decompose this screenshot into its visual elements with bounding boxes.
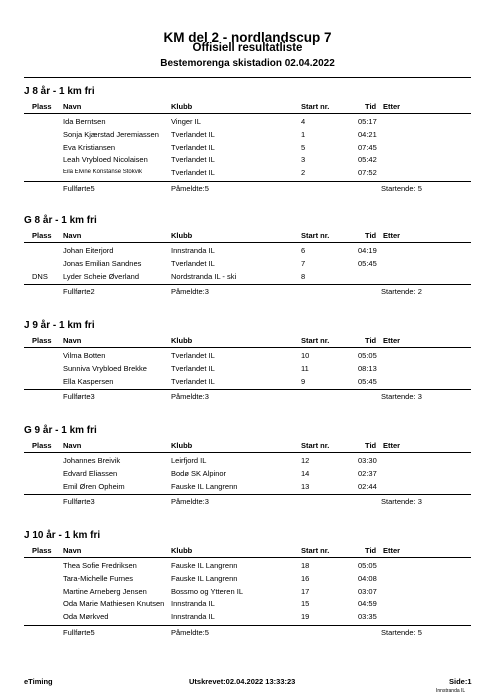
table-row <box>24 573 471 585</box>
row-navn: Edvard Eliassen <box>63 468 118 478</box>
summary-rule <box>24 389 471 390</box>
row-start: 6 <box>301 246 306 255</box>
table-row <box>24 560 471 572</box>
startende-count: 3 <box>417 392 422 402</box>
row-navn: Oda Mørkved <box>63 612 109 622</box>
row-navn: Leah Vrybloed Nicolaisen <box>63 155 148 165</box>
col-start-header: Start nr. <box>301 231 330 240</box>
table-row <box>24 468 471 480</box>
pameldte-summary <box>171 287 209 296</box>
fullforte-label: Fullførte <box>63 497 91 507</box>
header-rule <box>24 113 471 114</box>
class-title: J 9 år - 1 km fri <box>24 320 95 331</box>
row-navn: Oda Marie Mathiesen Knutsen <box>63 599 165 609</box>
table-row <box>24 154 471 166</box>
fullforte-summary <box>63 497 95 506</box>
table-row <box>24 245 471 257</box>
row-start: 16 <box>301 573 310 583</box>
table-row <box>24 455 471 467</box>
row-klubb: Tverlandet IL <box>171 351 215 360</box>
pameldte-count: 3 <box>204 287 209 297</box>
startende-count: 2 <box>417 287 422 297</box>
row-start: 15 <box>301 599 310 609</box>
row-klubb: Bossmo og Ytteren IL <box>171 586 243 596</box>
section-summary <box>24 496 471 508</box>
class-title: G 9 år - 1 km fri <box>24 425 97 436</box>
table-row <box>24 481 471 493</box>
col-etter-header: Etter <box>383 102 401 111</box>
row-tid: 03:07 <box>358 586 377 596</box>
col-plass-header: Plass <box>32 231 52 240</box>
fullforte-label: Fullførte <box>63 287 91 297</box>
row-navn: Vilma Botten <box>63 351 106 360</box>
row-navn: Martine Arneberg Jensen <box>63 586 147 596</box>
col-navn-header: Navn <box>63 231 82 240</box>
startende-count: 3 <box>417 497 422 507</box>
row-tid: 08:13 <box>358 363 377 373</box>
fullforte-count: 3 <box>90 497 95 507</box>
pameldte-label: Påmeldte: <box>171 497 205 507</box>
footer-brand: eTiming <box>24 677 53 686</box>
fullforte-count: 2 <box>90 287 95 297</box>
fullforte-count: 3 <box>90 392 95 402</box>
col-plass-header: Plass <box>32 336 52 345</box>
class-title: G 8 år - 1 km fri <box>24 215 97 226</box>
col-etter-header: Etter <box>383 336 401 345</box>
section-summary <box>24 286 471 298</box>
col-klubb-header: Klubb <box>171 231 193 240</box>
row-start: 12 <box>301 456 310 465</box>
col-plass-header: Plass <box>32 546 52 555</box>
row-navn: Tara-Michelle Furnes <box>63 573 134 583</box>
column-header <box>24 101 471 113</box>
row-start: 18 <box>301 561 310 570</box>
row-klubb: Fauske IL Langrenn <box>171 573 238 583</box>
row-navn: Eila Elvine Konstanse Stokvik <box>63 169 143 176</box>
row-start: 11 <box>301 363 309 373</box>
row-navn: Ella Kaspersen <box>63 376 114 386</box>
header-rule <box>24 452 471 453</box>
row-start: 13 <box>301 481 310 491</box>
row-klubb: Tverlandet IL <box>171 168 215 178</box>
header-divider <box>24 77 471 78</box>
startende-count: 5 <box>417 628 422 637</box>
class-title: J 8 år - 1 km fri <box>24 86 95 97</box>
row-start: 2 <box>301 168 306 178</box>
fullforte-count: 5 <box>90 628 95 637</box>
row-klubb: Nordstranda IL - ski <box>171 271 237 281</box>
row-navn: Ida Berntsen <box>63 117 106 126</box>
pameldte-label: Påmeldte: <box>171 628 205 637</box>
table-row <box>24 363 471 375</box>
row-tid: 05:45 <box>358 258 377 268</box>
row-start: 5 <box>301 142 306 152</box>
table-row <box>24 350 471 362</box>
table-row <box>24 142 471 154</box>
row-navn: Sonja Kjærstad Jeremiassen <box>63 129 159 139</box>
summary-rule <box>24 284 471 285</box>
row-klubb: Tverlandet IL <box>171 129 215 139</box>
footer-printed: Utskrevet:02.04.2022 13:33:23 <box>189 677 296 686</box>
col-tid-header: Tid <box>365 546 377 555</box>
fullforte-label: Fullførte <box>63 628 91 637</box>
pameldte-label: Påmeldte: <box>171 392 205 402</box>
page-subtitle: Offisiell resultatliste <box>192 42 303 54</box>
pameldte-count: 5 <box>204 628 209 637</box>
row-tid: 07:52 <box>358 168 377 178</box>
row-tid: 03:30 <box>358 456 377 465</box>
col-tid-header: Tid <box>365 231 377 240</box>
row-klubb: Fauske IL Langrenn <box>171 561 238 570</box>
footer-page: Side:1 <box>449 677 472 686</box>
row-start: 10 <box>301 351 310 360</box>
pameldte-summary <box>171 497 209 506</box>
section-summary <box>24 183 471 195</box>
fullforte-summary <box>63 184 95 193</box>
fullforte-label: Fullførte <box>63 392 91 402</box>
row-tid: 05:45 <box>358 376 377 386</box>
startende-summary <box>381 392 422 401</box>
page-title: KM del 2 - nordlandscup 7 <box>163 30 332 45</box>
startende-summary <box>381 497 422 506</box>
fullforte-count: 5 <box>90 184 95 193</box>
col-start-header: Start nr. <box>301 102 330 111</box>
row-start: 1 <box>301 129 306 139</box>
col-navn-header: Navn <box>63 546 82 555</box>
startende-label: Startende: <box>381 497 416 507</box>
row-tid: 02:44 <box>358 481 377 491</box>
col-tid-header: Tid <box>365 336 377 345</box>
col-etter-header: Etter <box>383 441 401 450</box>
startende-label: Startende: <box>381 628 416 637</box>
row-klubb: Fauske IL Langrenn <box>171 481 238 491</box>
row-klubb: Tverlandet IL <box>171 363 215 373</box>
pameldte-summary <box>171 184 209 193</box>
col-start-header: Start nr. <box>301 336 330 345</box>
row-tid: 03:35 <box>358 612 377 622</box>
summary-rule <box>24 494 471 495</box>
row-klubb: Innstranda IL <box>171 612 215 622</box>
table-row <box>24 167 471 179</box>
row-start: 4 <box>301 117 306 126</box>
col-etter-header: Etter <box>383 231 401 240</box>
row-tid: 04:08 <box>358 573 377 583</box>
row-klubb: Innstranda IL <box>171 246 215 255</box>
col-klubb-header: Klubb <box>171 546 193 555</box>
row-navn: Johannes Breivik <box>63 456 121 465</box>
col-navn-header: Navn <box>63 102 82 111</box>
class-title: J 10 år - 1 km fri <box>24 530 101 541</box>
header-rule <box>24 347 471 348</box>
footer-organizer: Innstranda IL <box>436 688 466 694</box>
startende-summary <box>381 184 422 193</box>
row-navn: Eva Kristiansen <box>63 142 116 152</box>
row-tid: 07:45 <box>358 142 377 152</box>
startende-label: Startende: <box>381 287 416 297</box>
row-tid: 04:59 <box>358 599 377 609</box>
column-header <box>24 335 471 347</box>
fullforte-summary <box>63 392 95 401</box>
col-navn-header: Navn <box>63 336 82 345</box>
startende-label: Startende: <box>381 184 416 193</box>
table-row <box>24 611 471 623</box>
col-klubb-header: Klubb <box>171 441 193 450</box>
row-navn: Johan Eiterjord <box>63 246 114 255</box>
header-rule <box>24 242 471 243</box>
table-row <box>24 116 471 128</box>
row-start: 7 <box>301 258 306 268</box>
row-klubb: Vinger IL <box>171 117 201 126</box>
summary-rule <box>24 625 471 626</box>
pameldte-label: Påmeldte: <box>171 287 205 297</box>
col-plass-header: Plass <box>32 102 52 111</box>
row-tid: 05:17 <box>358 117 377 126</box>
col-tid-header: Tid <box>365 102 377 111</box>
startende-summary <box>381 287 422 296</box>
table-row <box>24 586 471 598</box>
row-navn: Thea Sofie Fredriksen <box>63 561 137 570</box>
startende-count: 5 <box>417 184 422 193</box>
startende-label: Startende: <box>381 392 416 402</box>
col-plass-header: Plass <box>32 441 52 450</box>
row-start: 3 <box>301 155 306 165</box>
row-klubb: Tverlandet IL <box>171 142 215 152</box>
col-start-header: Start nr. <box>301 441 330 450</box>
pameldte-count: 3 <box>204 392 209 402</box>
pameldte-summary <box>171 628 209 637</box>
row-navn: Sunniva Vrybloed Brekke <box>63 363 147 373</box>
table-row <box>24 598 471 610</box>
col-navn-header: Navn <box>63 441 82 450</box>
row-tid: 05:05 <box>358 351 377 360</box>
table-row <box>24 271 471 283</box>
fullforte-label: Fullførte <box>63 184 91 193</box>
row-start: 14 <box>301 468 310 478</box>
col-start-header: Start nr. <box>301 546 330 555</box>
column-header <box>24 230 471 242</box>
section-summary <box>24 391 471 403</box>
row-klubb: Tverlandet IL <box>171 258 215 268</box>
row-navn: Jonas Emilian Sandnes <box>63 258 142 268</box>
row-klubb: Leirfjord IL <box>171 456 207 465</box>
fullforte-summary <box>63 628 95 637</box>
column-header <box>24 545 471 557</box>
row-klubb: Tverlandet IL <box>171 376 215 386</box>
row-tid: 04:19 <box>358 246 377 255</box>
col-klubb-header: Klubb <box>171 336 193 345</box>
table-row <box>24 258 471 270</box>
row-klubb: Bodø SK Alpinor <box>171 468 227 478</box>
table-row <box>24 376 471 388</box>
table-row <box>24 129 471 141</box>
row-klubb: Innstranda IL <box>171 599 215 609</box>
row-tid: 02:37 <box>358 468 377 478</box>
section-summary <box>24 627 471 639</box>
venue-date: Bestemorenga skistadion 02.04.2022 <box>160 58 335 69</box>
pameldte-label: Påmeldte: <box>171 184 205 193</box>
row-tid: 04:21 <box>358 129 377 139</box>
header-rule <box>24 557 471 558</box>
pameldte-count: 3 <box>204 497 209 507</box>
row-plass: DNS <box>32 271 48 281</box>
fullforte-summary <box>63 287 95 296</box>
summary-rule <box>24 181 471 182</box>
row-klubb: Tverlandet IL <box>171 155 215 165</box>
row-start: 9 <box>301 376 306 386</box>
row-tid: 05:42 <box>358 155 377 165</box>
row-tid: 05:05 <box>358 561 377 570</box>
col-tid-header: Tid <box>365 441 377 450</box>
startende-summary <box>381 628 422 637</box>
pameldte-count: 5 <box>204 184 209 193</box>
col-klubb-header: Klubb <box>171 102 193 111</box>
pameldte-summary <box>171 392 209 401</box>
row-start: 8 <box>301 271 306 281</box>
column-header <box>24 440 471 452</box>
row-start: 17 <box>301 586 310 596</box>
row-start: 19 <box>301 612 310 622</box>
col-etter-header: Etter <box>383 546 401 555</box>
row-navn: Emil Øren Opheim <box>63 481 125 491</box>
row-navn: Lyder Scheie Øverland <box>63 271 140 281</box>
